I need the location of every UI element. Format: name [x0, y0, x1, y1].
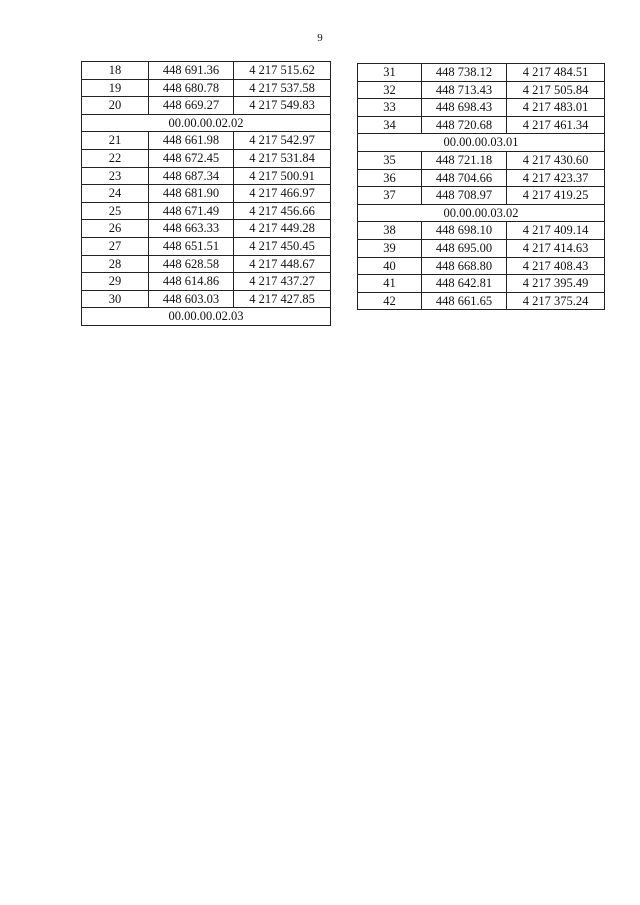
x-coordinate: 448 704.66	[422, 169, 507, 187]
point-number: 39	[358, 239, 422, 257]
point-number: 24	[82, 185, 149, 203]
x-coordinate: 448 738.12	[422, 64, 507, 82]
y-coordinate: 4 217 483.01	[507, 99, 605, 117]
point-number: 25	[82, 202, 149, 220]
point-number: 18	[82, 62, 149, 80]
table-row	[358, 169, 605, 187]
point-number: 22	[82, 149, 149, 167]
x-coordinate: 448 681.90	[149, 185, 234, 203]
y-coordinate: 4 217 484.51	[507, 64, 605, 82]
y-coordinate: 4 217 505.84	[507, 81, 605, 99]
point-number: 40	[358, 257, 422, 275]
point-number: 20	[82, 97, 149, 115]
point-number: 37	[358, 187, 422, 205]
point-number: 31	[358, 64, 422, 82]
point-number: 34	[358, 116, 422, 134]
y-coordinate: 4 217 450.45	[234, 237, 331, 255]
point-number: 28	[82, 255, 149, 273]
table-row	[358, 99, 605, 117]
x-coordinate: 448 661.65	[422, 292, 507, 310]
section-code: 00.00.00.03.02	[358, 204, 605, 222]
point-number: 32	[358, 81, 422, 99]
table-row	[358, 239, 605, 257]
point-number: 29	[82, 273, 149, 291]
y-coordinate: 4 217 542.97	[234, 132, 331, 150]
x-coordinate: 448 668.80	[422, 257, 507, 275]
y-coordinate: 4 217 427.85	[234, 290, 331, 308]
table-row	[82, 149, 331, 167]
x-coordinate: 448 603.03	[149, 290, 234, 308]
point-number: 41	[358, 275, 422, 293]
y-coordinate: 4 217 409.14	[507, 222, 605, 240]
point-number: 19	[82, 79, 149, 97]
section-row	[358, 204, 605, 222]
table-row	[358, 292, 605, 310]
y-coordinate: 4 217 461.34	[507, 116, 605, 134]
section-code: 00.00.00.02.02	[82, 114, 331, 132]
y-coordinate: 4 217 449.28	[234, 220, 331, 238]
table-row	[358, 151, 605, 169]
y-coordinate: 4 217 549.83	[234, 97, 331, 115]
table-row	[82, 255, 331, 273]
y-coordinate: 4 217 515.62	[234, 62, 331, 80]
point-number: 35	[358, 151, 422, 169]
point-number: 36	[358, 169, 422, 187]
x-coordinate: 448 708.97	[422, 187, 507, 205]
y-coordinate: 4 217 466.97	[234, 185, 331, 203]
x-coordinate: 448 614.86	[149, 273, 234, 291]
x-coordinate: 448 713.43	[422, 81, 507, 99]
y-coordinate: 4 217 423.37	[507, 169, 605, 187]
point-number: 27	[82, 237, 149, 255]
point-number: 33	[358, 99, 422, 117]
table-row	[358, 116, 605, 134]
y-coordinate: 4 217 375.24	[507, 292, 605, 310]
x-coordinate: 448 680.78	[149, 79, 234, 97]
table-row	[82, 290, 331, 308]
y-coordinate: 4 217 408.43	[507, 257, 605, 275]
table-row	[358, 275, 605, 293]
x-coordinate: 448 672.45	[149, 149, 234, 167]
section-row	[82, 308, 331, 326]
y-coordinate: 4 217 456.66	[234, 202, 331, 220]
x-coordinate: 448 661.98	[149, 132, 234, 150]
y-coordinate: 4 217 531.84	[234, 149, 331, 167]
table-row	[82, 167, 331, 185]
table-row	[82, 185, 331, 203]
coordinates-table-right	[357, 63, 605, 310]
page-number: 9	[317, 32, 323, 44]
x-coordinate: 448 669.27	[149, 97, 234, 115]
table-row	[82, 220, 331, 238]
table-row	[82, 237, 331, 255]
table-row	[82, 97, 331, 115]
x-coordinate: 448 687.34	[149, 167, 234, 185]
x-coordinate: 448 698.10	[422, 222, 507, 240]
x-coordinate: 448 691.36	[149, 62, 234, 80]
x-coordinate: 448 695.00	[422, 239, 507, 257]
section-row	[82, 114, 331, 132]
point-number: 38	[358, 222, 422, 240]
y-coordinate: 4 217 437.27	[234, 273, 331, 291]
x-coordinate: 448 720.68	[422, 116, 507, 134]
point-number: 26	[82, 220, 149, 238]
coordinates-table-left	[81, 61, 331, 326]
x-coordinate: 448 721.18	[422, 151, 507, 169]
y-coordinate: 4 217 414.63	[507, 239, 605, 257]
y-coordinate: 4 217 537.58	[234, 79, 331, 97]
table-row	[82, 79, 331, 97]
y-coordinate: 4 217 395.49	[507, 275, 605, 293]
x-coordinate: 448 642.81	[422, 275, 507, 293]
point-number: 21	[82, 132, 149, 150]
y-coordinate: 4 217 448.67	[234, 255, 331, 273]
section-code: 00.00.00.03.01	[358, 134, 605, 152]
table-row	[82, 273, 331, 291]
table-row	[358, 81, 605, 99]
x-coordinate: 448 663.33	[149, 220, 234, 238]
y-coordinate: 4 217 430.60	[507, 151, 605, 169]
section-row	[358, 134, 605, 152]
table-row	[358, 257, 605, 275]
x-coordinate: 448 698.43	[422, 99, 507, 117]
point-number: 30	[82, 290, 149, 308]
table-row	[82, 132, 331, 150]
x-coordinate: 448 651.51	[149, 237, 234, 255]
table-row	[358, 222, 605, 240]
point-number: 42	[358, 292, 422, 310]
table-row	[82, 202, 331, 220]
x-coordinate: 448 628.58	[149, 255, 234, 273]
x-coordinate: 448 671.49	[149, 202, 234, 220]
table-row	[82, 62, 331, 80]
y-coordinate: 4 217 419.25	[507, 187, 605, 205]
table-row	[358, 64, 605, 82]
table-row	[358, 187, 605, 205]
point-number: 23	[82, 167, 149, 185]
y-coordinate: 4 217 500.91	[234, 167, 331, 185]
section-code: 00.00.00.02.03	[82, 308, 331, 326]
